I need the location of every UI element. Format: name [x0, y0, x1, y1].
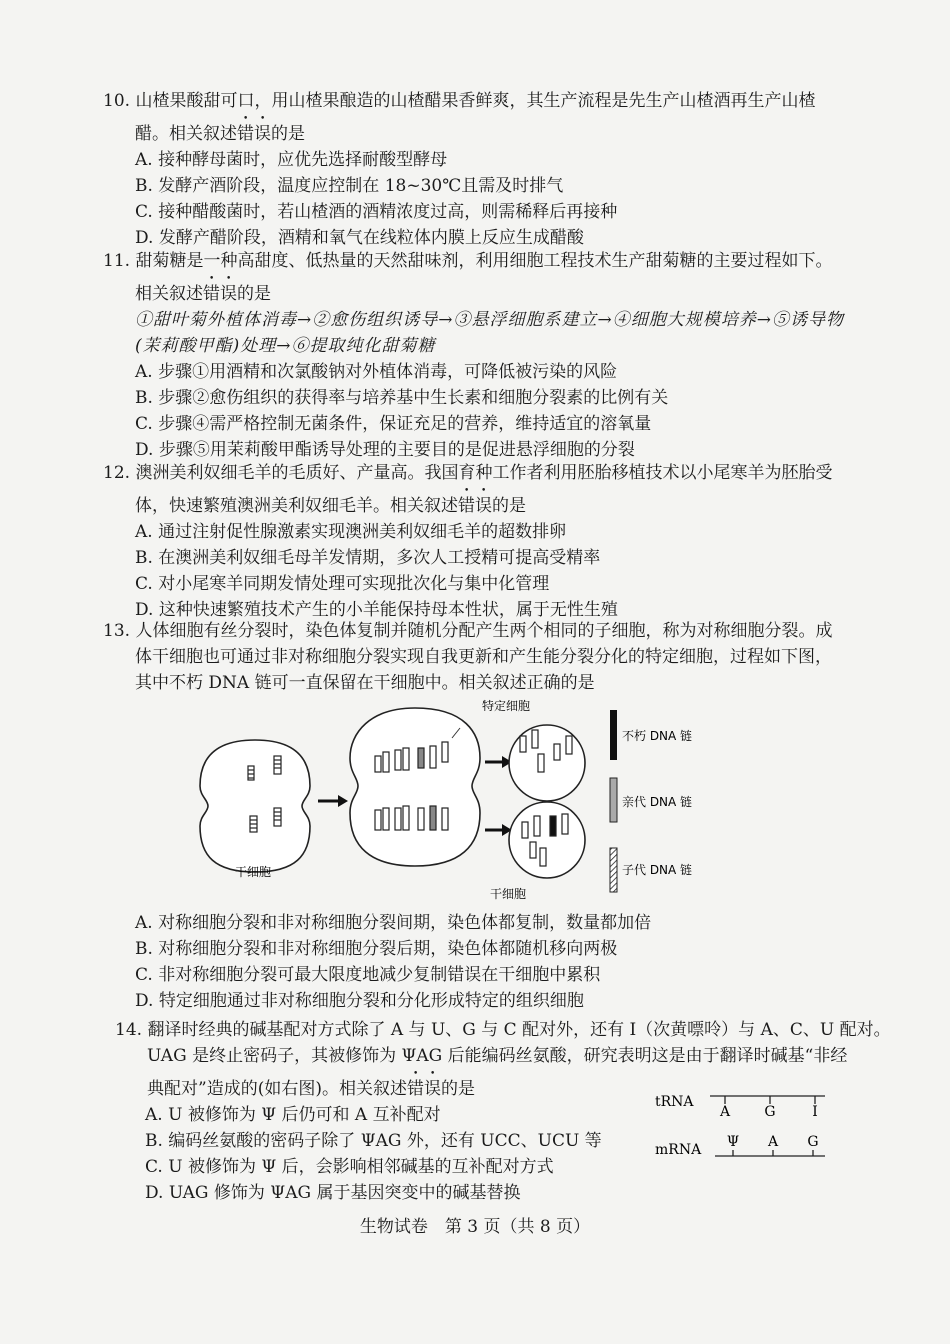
mrna-base: Ψ: [726, 1134, 740, 1150]
question-number: 13.: [103, 621, 131, 641]
specific-cell-label: 特定细胞: [482, 699, 531, 713]
question-number: 12.: [103, 463, 131, 483]
legend-child-label: 子代 DNA 链: [622, 863, 693, 877]
option-c: C. U 被修饰为 Ψ 后，会影响相邻碱基的互补配对方式: [145, 1157, 554, 1177]
emphasis-mark: 错误: [237, 124, 271, 144]
question-11-stem: 11. 甜菊糖是一种高甜度、低热量的天然甜味剂，利用细胞工程技术生产甜菊糖的主要过程如下。: [103, 251, 833, 271]
legend-child-swatch: [610, 848, 617, 892]
mrna-base: A: [767, 1134, 779, 1150]
trna-base: I: [812, 1104, 818, 1120]
trna-label: tRNA: [655, 1094, 694, 1110]
question-10: 10. 山楂果酸甜可口，用山楂果酿造的山楂醋果香鲜爽，其生产流程是先生产山楂酒再生产山楂 醋。相关叙述错误的是 A. 接种酵母菌时，应优先选择耐酸型酵母 B. 发酵产酒阶段，温度应控制在 18~30℃且需及时排气 C. 接种醋酸菌时，若山楂酒的酒精浓度过高，则需稀释后再接种 D. 发酵产醋阶段，酒精和氧气在线粒体内膜上反应生成醋酸: [103, 88, 903, 251]
legend-parent-label: 亲代 DNA 链: [622, 795, 693, 809]
emphasis-mark: 错误: [203, 284, 237, 304]
stem-cell-left-label: 干细胞: [235, 865, 272, 879]
mrna-base: G: [807, 1134, 819, 1150]
question-10-stem: 10. 山楂果酸甜可口，用山楂果酿造的山楂醋果香鲜爽，其生产流程是先生产山楂酒再生产山楂: [103, 91, 816, 111]
mrna-label: mRNA: [655, 1142, 702, 1158]
question-12-stem: 12. 澳洲美利奴细毛羊的毛质好、产量高。我国育种工作者利用胚胎移植技术以小尾寒羊为胚胎受: [103, 463, 833, 483]
legend-parent-swatch: [610, 778, 617, 822]
trna-base: G: [764, 1104, 776, 1120]
stem-cell-left: [200, 740, 310, 872]
legend-immortal-label: 不朽 DNA 链: [622, 729, 693, 743]
option-b: B. 对称细胞分裂和非对称细胞分裂后期，染色体都随机移向两极: [135, 939, 618, 959]
page-footer: 生物试卷 第 3 页（共 8 页）: [359, 1217, 591, 1237]
option-d: D. 特定细胞通过非对称细胞分裂和分化形成特定的组织细胞: [135, 991, 584, 1011]
option-a: A. 对称细胞分裂和非对称细胞分裂间期，染色体都复制，数量都加倍: [135, 913, 652, 933]
option-c: C. 对小尾寒羊同期发情处理可实现批次化与集中化管理: [135, 574, 550, 594]
emphasis-mark: 错误: [406, 1079, 441, 1099]
arrow-1: [318, 795, 348, 807]
option-d: D. UAG 修饰为 ΨAG 属于基因突变中的碱基替换: [145, 1183, 521, 1203]
process-line-1: ①甜叶菊外植体消毒→②愈伤组织诱导→③悬浮细胞系建立→④细胞大规模培养→⑤诱导物: [135, 310, 844, 330]
option-d: D. 发酵产醋阶段，酒精和氧气在线粒体内膜上反应生成醋酸: [135, 228, 584, 248]
codon-anticodon-figure: [655, 1090, 835, 1160]
option-d: D. 步骤⑤用茉莉酸甲酯诱导处理的主要目的是促进悬浮细胞的分裂: [135, 440, 635, 460]
question-number: 14.: [115, 1020, 143, 1040]
option-a: A. 通过注射促性腺激素实现澳洲美利奴细毛羊的超数排卵: [135, 522, 567, 542]
dividing-cell: [350, 708, 480, 866]
legend-immortal-swatch: [610, 710, 617, 760]
question-number: 11.: [103, 251, 131, 271]
question-number: 10.: [103, 91, 131, 111]
stem-cell-bottom: [509, 802, 585, 878]
option-d: D. 这种快速繁殖技术产生的小羊能保持母本性状，属于无性生殖: [135, 600, 618, 620]
option-c: C. 接种醋酸菌时，若山楂酒的酒精浓度过高，则需稀释后再接种: [135, 202, 618, 222]
arrow-2: [485, 756, 512, 768]
asymmetric-division-diagram: [190, 698, 720, 908]
question-12: 12. 澳洲美利奴细毛羊的毛质好、产量高。我国育种工作者利用胚胎移植技术以小尾寒羊为胚胎受 体，快速繁殖澳洲美利奴细毛羊。相关叙述错误的是 A. 通过注射促性腺激素实现澳洲美利奴细毛羊的超数排卵 B. 在澳洲美利奴细毛母羊发情期，多次人工授精可提高受精率 C. 对小尾寒羊同期发情处理可实现批次化与集中化管理 D. 这种快速繁殖技术产生的小羊能保持母本性状，属于无性生殖: [103, 460, 903, 623]
question-11: 11. 甜菊糖是一种高甜度、低热量的天然甜味剂，利用细胞工程技术生产甜菊糖的主要过程如下。 相关叙述错误的是 ①甜叶菊外植体消毒→②愈伤组织诱导→③悬浮细胞系建立→④细胞大规模培养→⑤诱导物 (茉莉酸甲酯)处理→⑥提取纯化甜菊糖 A. 步骤①用酒精和次氯酸钠对外植体消毒，可降低被污染的风险 B. 步骤②愈伤组织的获得率与培养基中生长素和细胞分裂素的比例有关 C. 步骤④需严格控制无菌条件，保证充足的营养，维持适宜的溶氧量 D. 步骤⑤用茉莉酸甲酯诱导处理的主要目的是促进悬浮细胞的分裂: [103, 248, 903, 463]
option-b: B. 在澳洲美利奴细毛母羊发情期，多次人工授精可提高受精率: [135, 548, 601, 568]
stem-cell-bottom-label: 干细胞: [490, 887, 527, 901]
question-13-options: [103, 910, 903, 1014]
question-13-stem: 13. 人体细胞有丝分裂时，染色体复制并随机分配产生两个相同的子细胞，称为对称细胞分裂。成: [103, 621, 833, 641]
arrow-3: [485, 824, 512, 836]
question-14: 14. 翻译时经典的碱基配对方式除了 A 与 U、G 与 C 配对外，还有 I（次黄嘌呤）与 A、C、U 配对。 UAG 是终止密码子，其被修饰为 ΨAG 后能编码丝氨酸，研究表明这是由于翻译时碱基“非经 典配对”造成的(如右图)。相关叙述错误的是 A. U 被修饰为 Ψ 后仍可和 A 互补配对 B. 编码丝氨酸的密码子除了 ΨAG 外，还有 UCC、UCU 等 C. U 被修饰为 Ψ 后，会影响相邻碱基的互补配对方式 D. UAG 修饰为 ΨAG 属于基因突变中的碱基替换: [115, 1017, 910, 1206]
process-line-2: (茉莉酸甲酯)处理→⑥提取纯化甜菊糖: [135, 336, 436, 356]
option-a: A. 接种酵母菌时，应优先选择耐酸型酵母: [135, 150, 448, 170]
trna-base: A: [719, 1104, 731, 1120]
option-b: B. 步骤②愈伤组织的获得率与培养基中生长素和细胞分裂素的比例有关: [135, 388, 669, 408]
option-c: C. 步骤④需严格控制无菌条件，保证充足的营养，维持适宜的溶氧量: [135, 414, 652, 434]
option-c: C. 非对称细胞分裂可最大限度地减少复制错误在干细胞中累积: [135, 965, 601, 985]
option-b: B. 发酵产酒阶段，温度应控制在 18~30℃且需及时排气: [135, 176, 564, 196]
emphasis-mark: 错误: [458, 496, 492, 516]
option-b: B. 编码丝氨酸的密码子除了 ΨAG 外，还有 UCC、UCU 等: [145, 1131, 602, 1151]
option-a: A. 步骤①用酒精和次氯酸钠对外植体消毒，可降低被污染的风险: [135, 362, 618, 382]
question-13: 13. 人体细胞有丝分裂时，染色体复制并随机分配产生两个相同的子细胞，称为对称细胞分裂。成 体干细胞也可通过非对称细胞分裂实现自我更新和产生能分裂分化的特定细胞，过程如下图， 其中不朽 DNA 链可一直保留在干细胞中。相关叙述正确的是: [103, 618, 903, 696]
option-a: A. U 被修饰为 Ψ 后仍可和 A 互补配对: [145, 1105, 441, 1125]
question-14-stem: 14. 翻译时经典的碱基配对方式除了 A 与 U、G 与 C 配对外，还有 I（次黄嘌呤）与 A、C、U 配对。: [115, 1020, 891, 1040]
